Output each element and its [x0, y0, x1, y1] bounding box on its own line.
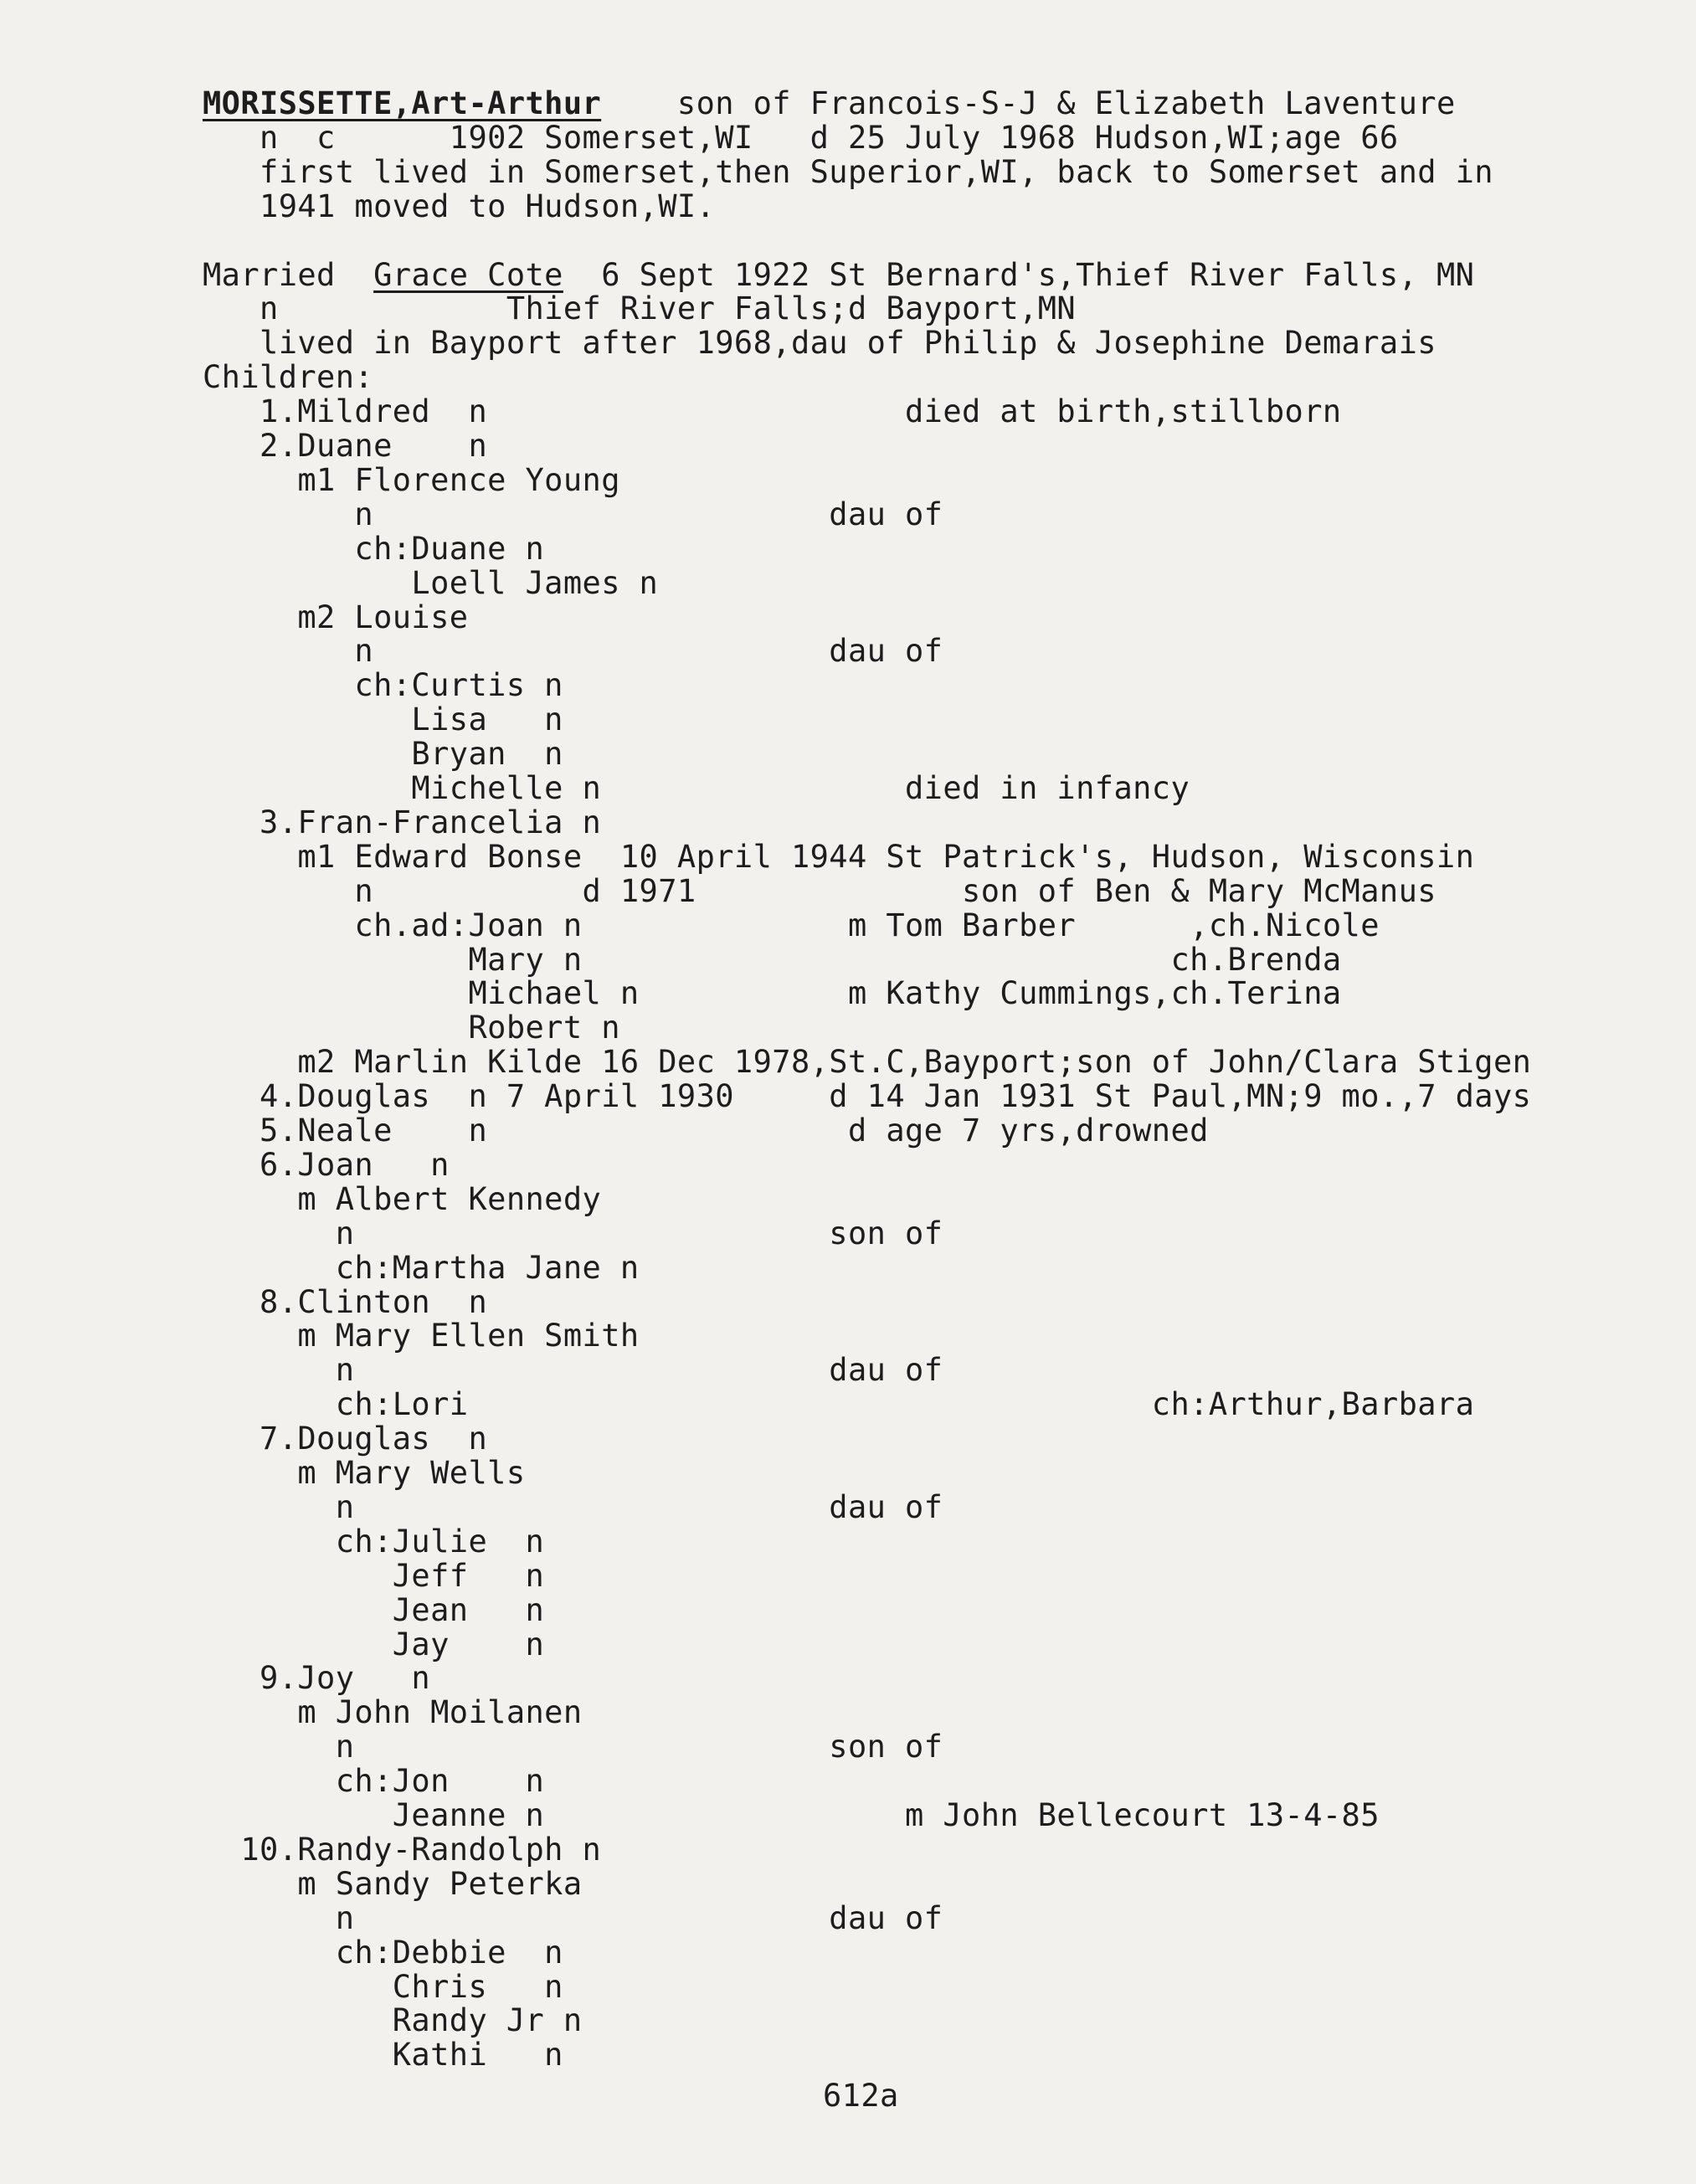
text-segment: Jay n — [203, 1626, 545, 1662]
text-segment: n dau of — [203, 496, 943, 532]
text-segment: Randy Jr n — [203, 2002, 583, 2039]
text-segment: Robert n — [203, 1010, 620, 1046]
text-segment: ch.ad:Joan n m Tom Barber ,ch.Nicole — [203, 907, 1380, 943]
text-line — [203, 153, 1493, 190]
text-segment: Jeff n — [203, 1557, 545, 1594]
text-line — [203, 1319, 640, 1353]
text-line — [203, 1696, 583, 1729]
text-segment: 4.Douglas n 7 April 1930 d 14 Jan 1931 St Paul,MN;9 mo.,7 days — [203, 1078, 1532, 1115]
text-line — [203, 1388, 1474, 1421]
text-line — [203, 1283, 488, 1320]
text-segment: 2.Duane n — [203, 428, 488, 464]
text-segment: Kathi n — [203, 2037, 563, 2074]
text-segment: 1941 moved to Hudson,WI. — [203, 188, 716, 224]
text-line — [203, 872, 1436, 909]
text-segment: m Mary Ellen Smith — [203, 1318, 640, 1354]
text-line — [203, 190, 715, 224]
text-segment: m2 Marlin Kilde 16 Dec 1978,St.C,Bayport;son of John/Clara Stigen — [203, 1044, 1532, 1081]
text-segment: n dau of — [203, 633, 943, 670]
text-segment: Jeanne n m John Bellecourt 13-4-85 — [203, 1797, 1380, 1833]
text-segment: ch:Lori ch:Arthur,Barbara — [203, 1386, 1475, 1423]
text-line — [203, 1968, 563, 2005]
text-line — [203, 498, 943, 532]
text-segment: 1.Mildred n died at birth,stillborn — [203, 393, 1342, 430]
text-line — [203, 1662, 430, 1695]
text-line — [203, 1730, 943, 1764]
text-line — [203, 1799, 1380, 1832]
text-segment: m Albert Kennedy — [203, 1180, 602, 1217]
text-line — [203, 256, 1475, 293]
text-line — [203, 840, 1474, 874]
text-segment: ch:Martha Jane n — [203, 1249, 640, 1286]
text-segment: ch:Jon n — [203, 1763, 545, 1800]
text-segment: Bryan n — [203, 736, 563, 773]
text-line — [203, 1146, 450, 1183]
text-segment: 8.Clinton n — [203, 1283, 488, 1320]
text-line — [203, 395, 1342, 429]
text-segment: n dau of — [203, 1488, 943, 1525]
text-line — [203, 1180, 602, 1217]
text-segment: ch:Curtis n — [203, 667, 563, 704]
text-line — [203, 601, 468, 635]
text-segment: ch:Duane n — [203, 530, 545, 567]
text-line — [203, 635, 943, 668]
text-line — [203, 1628, 544, 1662]
text-line — [203, 532, 544, 566]
text-line — [203, 943, 1342, 977]
text-segment: n dau of — [203, 1899, 943, 1936]
text-segment: m1 Edward Bonse 10 April 1944 St Patrick's, Hudson, Wisconsin — [203, 838, 1475, 875]
text-segment: n Thief River Falls;d Bayport,MN — [203, 290, 1077, 327]
text-line — [203, 1899, 943, 1936]
text-segment: n son of — [203, 1215, 943, 1251]
text-line — [203, 429, 487, 463]
text-segment: Michelle n died in infancy — [203, 770, 1190, 806]
text-segment: m1 Florence Young — [203, 461, 620, 498]
text-segment: 7.Douglas n — [203, 1421, 488, 1457]
text-segment: Loell James n — [203, 564, 659, 601]
text-line — [203, 1833, 601, 1867]
text-line — [203, 1080, 1531, 1113]
text-segment: son of Francois-S-J & Elizabeth Laventure — [601, 85, 1456, 121]
text-line — [203, 1046, 1531, 1079]
text-line — [203, 87, 1456, 121]
underlined-name: Grace Cote — [373, 256, 563, 293]
text-line — [203, 361, 373, 394]
text-line — [203, 1011, 620, 1045]
text-segment: m Sandy Peterka — [203, 1865, 583, 1902]
text-line — [203, 1114, 1209, 1148]
text-segment: lived in Bayport after 1968,dau of Philip & Josephine Demarais — [203, 325, 1436, 362]
text-line — [203, 1488, 943, 1525]
text-line — [203, 1251, 640, 1285]
text-line — [203, 669, 563, 702]
text-line — [203, 564, 659, 601]
text-line — [203, 121, 1399, 155]
text-segment: Chris n — [203, 1968, 563, 2005]
text-line — [203, 1217, 943, 1251]
text-segment: Michael n m Kathy Cummings,ch.Terina — [203, 975, 1342, 1012]
text-segment: n dau of — [203, 1352, 943, 1389]
text-line — [203, 1936, 563, 1970]
text-line — [203, 1354, 943, 1387]
text-segment: m John Moilanen — [203, 1694, 583, 1731]
text-line — [203, 806, 601, 840]
text-segment: Children: — [203, 359, 374, 396]
text-line — [203, 737, 563, 771]
text-segment: n d 1971 son of Ben & Mary McManus — [203, 872, 1436, 909]
text-segment: 6.Joan n — [203, 1146, 450, 1183]
text-segment: ch:Debbie n — [203, 1934, 563, 1971]
text-line — [203, 461, 620, 498]
page-number: 612a — [823, 2078, 899, 2114]
text-segment: Lisa n — [203, 701, 563, 738]
text-segment: m2 Louise — [203, 599, 469, 635]
text-line — [203, 703, 563, 737]
text-line — [203, 1557, 545, 1594]
text-line — [203, 1525, 544, 1559]
text-line — [203, 2004, 583, 2038]
text-line — [203, 2038, 563, 2072]
text-segment: 9.Joy n — [203, 1660, 431, 1697]
text-line — [203, 909, 1380, 943]
text-segment: Mary n ch.Brenda — [203, 941, 1342, 978]
text-segment: Jean n — [203, 1591, 545, 1628]
text-segment: 6 Sept 1922 St Bernard's,Thief River Falls, MN — [563, 256, 1475, 293]
text-segment: m Mary Wells — [203, 1455, 526, 1491]
text-line — [203, 1457, 526, 1490]
text-segment: 3.Fran-Francelia n — [203, 804, 602, 840]
text-line — [203, 1422, 487, 1456]
text-segment: 5.Neale n d age 7 yrs,drowned — [203, 1113, 1209, 1149]
text-segment: 10.Randy-Randolph n — [203, 1831, 602, 1868]
text-line — [203, 977, 1342, 1010]
text-segment: ch:Julie n — [203, 1523, 545, 1560]
text-segment: n son of — [203, 1729, 943, 1765]
text-line — [203, 1865, 583, 1902]
text-line — [203, 292, 1076, 326]
text-segment: n c 1902 Somerset,WI d 25 July 1968 Hudson,WI;age 66 — [203, 119, 1399, 156]
text-line — [203, 772, 1190, 805]
text-line — [203, 1591, 545, 1628]
underlined-name: MORISSETTE,Art-Arthur — [203, 85, 602, 121]
text-segment: Married — [203, 256, 374, 293]
text-segment: first lived in Somerset,then Superior,WI, back to Somerset and in — [203, 153, 1493, 190]
text-line — [203, 326, 1436, 360]
text-line — [203, 1765, 544, 1798]
